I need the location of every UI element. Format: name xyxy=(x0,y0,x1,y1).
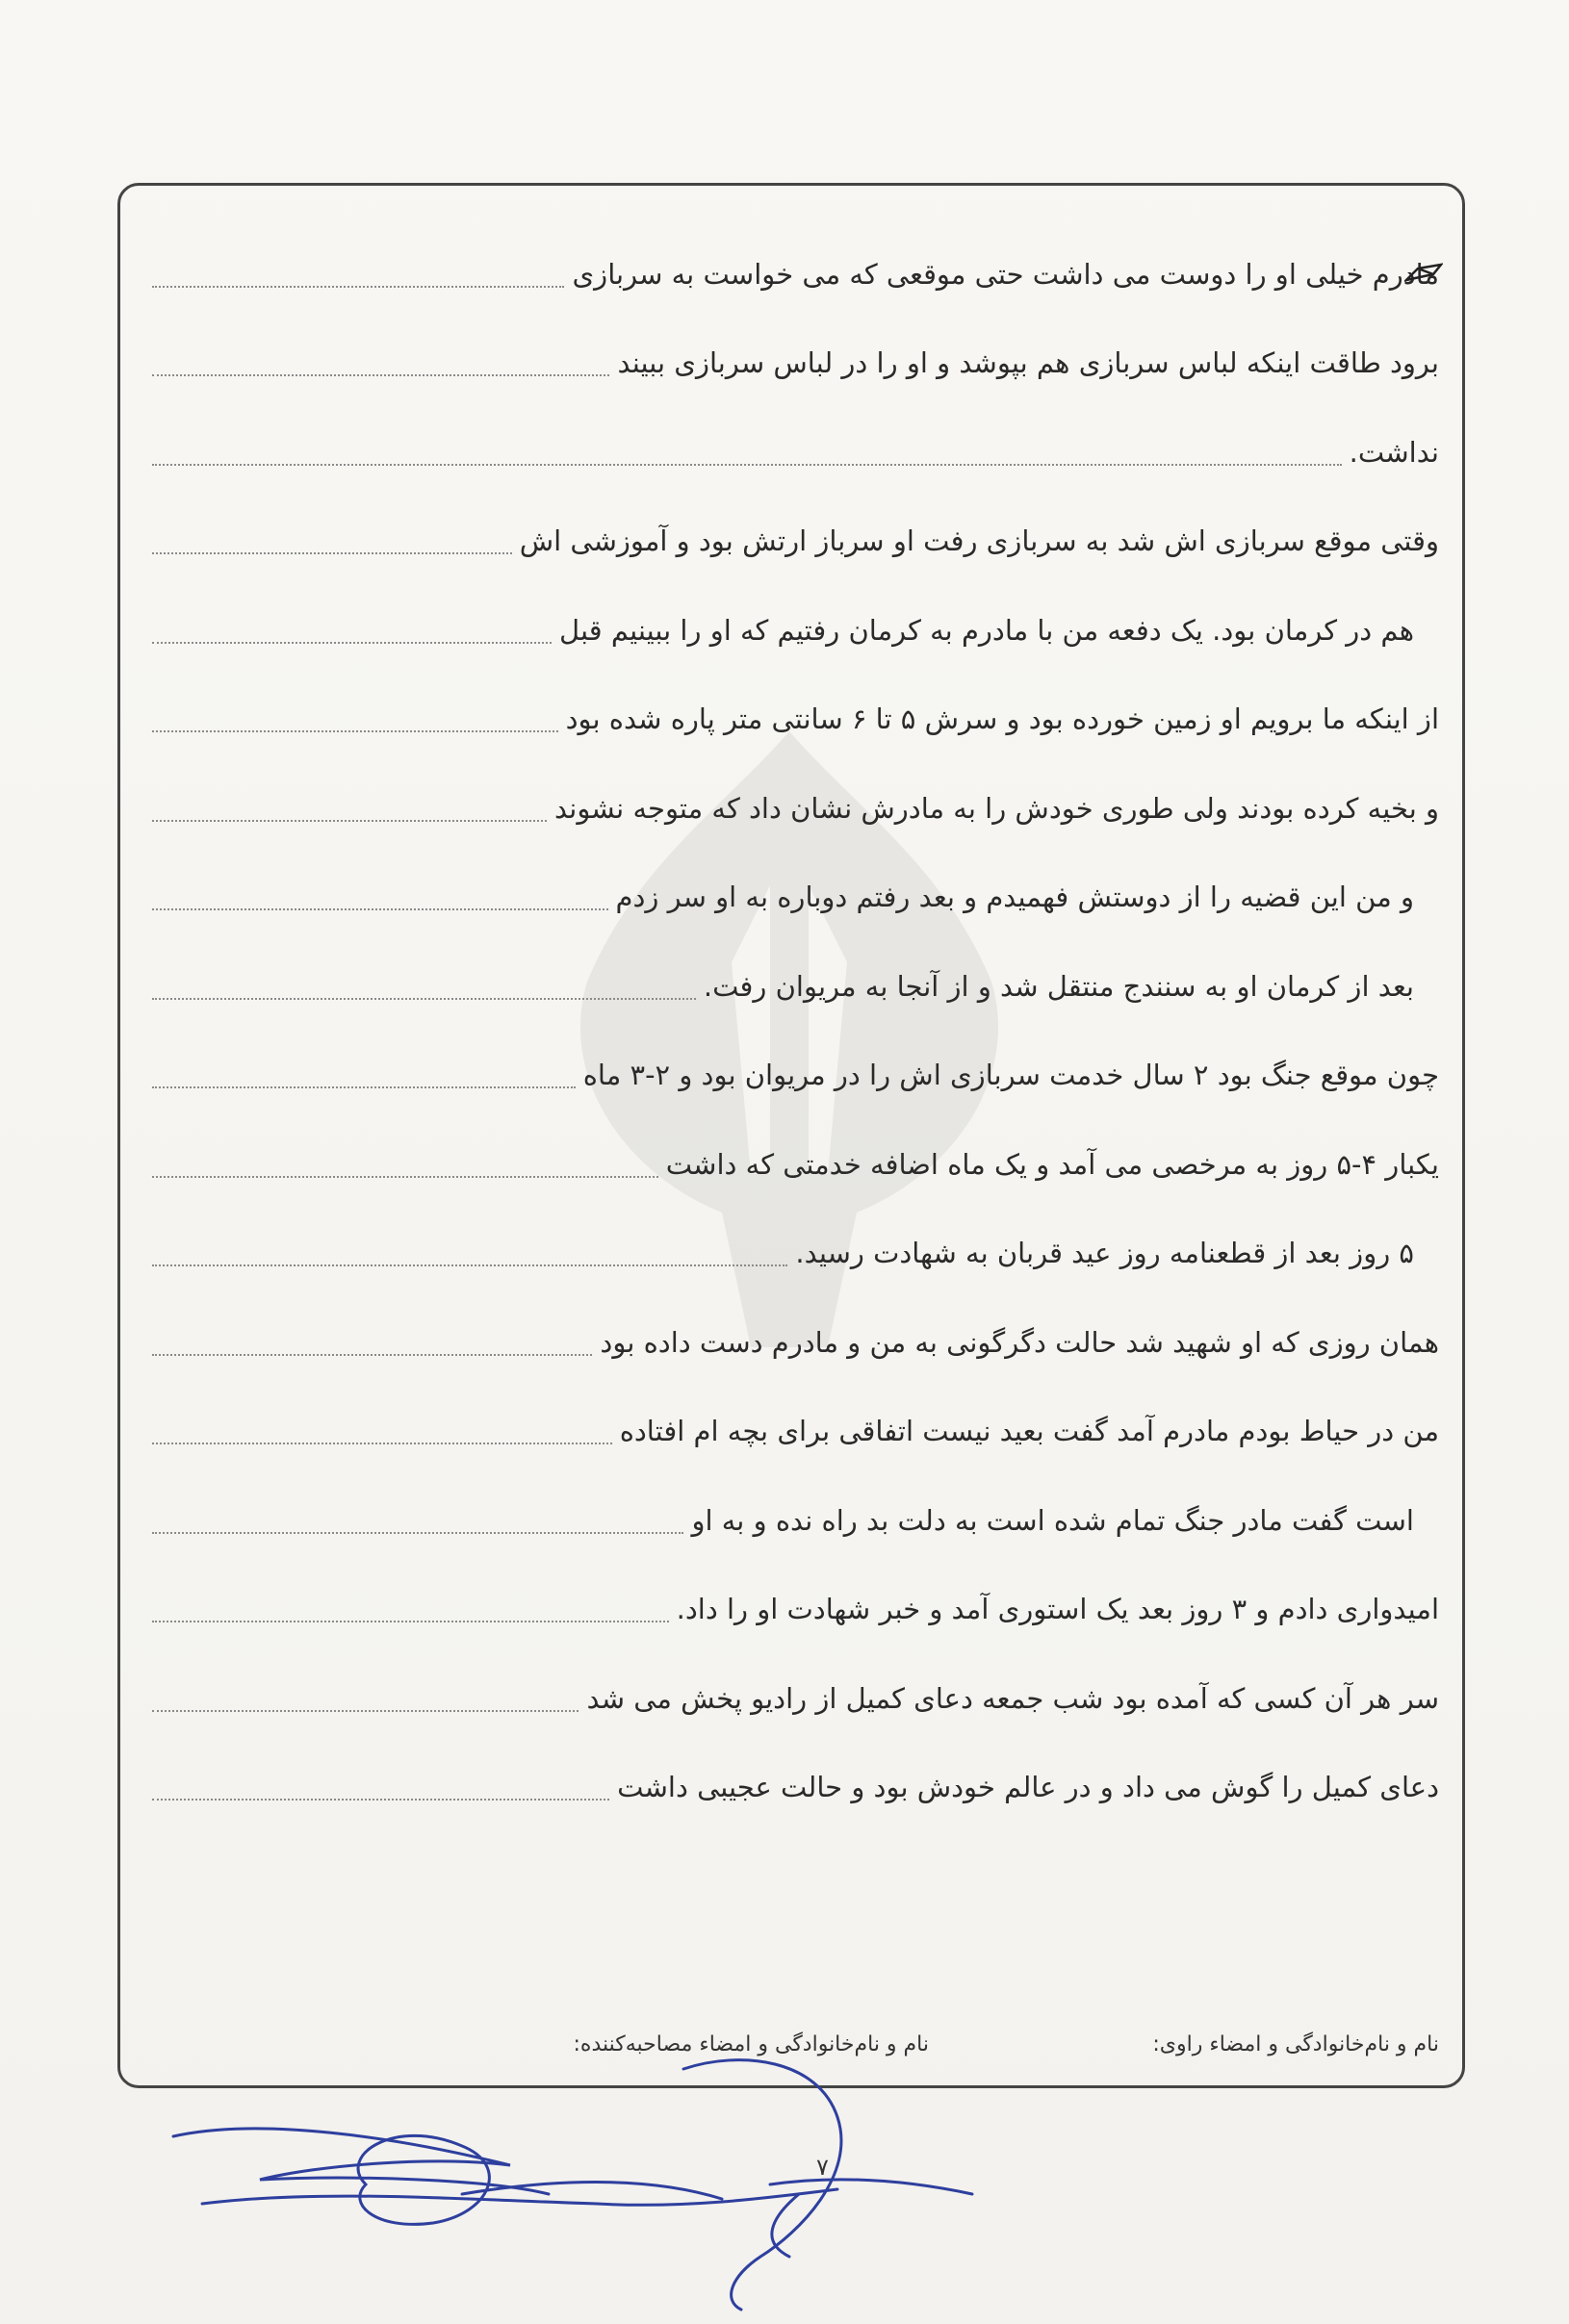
dotted-ruling-line xyxy=(152,1700,579,1712)
text-line-content: من در حیاط بودم مادرم آمد گفت بعید نیست اتفاقی برای بچه ام افتاده xyxy=(619,1415,1439,1447)
text-line-content: همان روزی که او شهید شد حالت دگرگونی به من و مادرم دست داده بود xyxy=(600,1325,1439,1359)
text-line-content: مادرم خیلی او را دوست می داشت حتی موقعی که می خواست به سربازی xyxy=(572,257,1439,291)
text-line xyxy=(144,1280,1439,1369)
dotted-ruling-line xyxy=(152,1433,612,1444)
dotted-ruling-line xyxy=(152,1611,669,1622)
text-line xyxy=(144,1191,1439,1281)
text-line xyxy=(144,657,1439,747)
text-line-content: یکبار ۴-۵ روز به مرخصی می آمد و یک ماه اضافه خدمتی که داشت xyxy=(665,1147,1439,1181)
text-line-content: برود طاقت اینکه لباس سربازی هم بپوشد و او را در لباس سربازی ببیند xyxy=(617,346,1439,379)
text-line-content: امیدواری دادم و ۳ روز بعد یک استوری آمد و خبر شهادت او را داد. xyxy=(676,1593,1439,1625)
dotted-ruling-line xyxy=(152,1077,576,1088)
text-line xyxy=(144,1013,1439,1103)
text-line-content: بعد از کرمان او به سنندج منتقل شد و از آنجا به مریوان رفت. xyxy=(703,969,1414,1003)
handwritten-text-block xyxy=(144,212,1439,1814)
dotted-ruling-line xyxy=(152,1166,658,1178)
text-line-content: ۵ روز بعد از قطعنامه روز عید قربان به شهادت رسید. xyxy=(795,1237,1414,1269)
text-line-content: هم در کرمان بود. یک دفعه من با مادرم به کرمان رفتیم که او را ببینیم قبل xyxy=(559,613,1414,647)
dotted-ruling-line xyxy=(152,988,696,1000)
text-line-content: دعای کمیل را گوش می داد و در عالم خودش بود و حالت عجیبی داشت xyxy=(617,1771,1439,1803)
text-line xyxy=(144,1636,1439,1725)
text-line-content: چون موقع جنگ بود ۲ سال خدمت سربازی اش را در مریوان بود و ۲-۳ ماه xyxy=(582,1059,1439,1091)
dotted-ruling-line xyxy=(152,1255,787,1266)
dotted-ruling-line xyxy=(152,1789,609,1800)
text-line xyxy=(144,301,1439,391)
text-line xyxy=(144,1725,1439,1815)
text-line xyxy=(144,479,1439,569)
text-line-content: نداشت. xyxy=(1349,435,1439,469)
text-line xyxy=(144,568,1439,657)
text-line xyxy=(144,1369,1439,1459)
dotted-ruling-line xyxy=(152,365,609,376)
dotted-ruling-line xyxy=(152,543,512,554)
dotted-ruling-line xyxy=(152,276,564,288)
text-line xyxy=(144,1458,1439,1547)
dotted-ruling-line xyxy=(152,454,1342,466)
text-line xyxy=(144,746,1439,835)
text-line xyxy=(144,212,1439,301)
dotted-ruling-line xyxy=(152,1522,683,1534)
text-line xyxy=(144,835,1439,925)
dotted-ruling-line xyxy=(152,1344,592,1356)
signature-icon xyxy=(144,2011,1011,2319)
text-line-content: وقتی موقع سربازی اش شد به سربازی رفت او سرباز ارتش بود و آموزشی اش xyxy=(519,524,1439,557)
text-line xyxy=(144,924,1439,1013)
text-line-content: و من این قضیه را از دوستش فهمیدم و بعد رفتم دوباره به او سر زدم xyxy=(615,881,1414,913)
dotted-ruling-line xyxy=(152,721,558,732)
dotted-ruling-line xyxy=(152,810,547,822)
pen-icon xyxy=(1404,261,1443,284)
text-line-content: سر هر آن کسی که آمده بود شب جمعه دعای کمیل از رادیو پخش می شد xyxy=(586,1681,1439,1715)
text-line xyxy=(144,1102,1439,1191)
page-number: ۷ xyxy=(816,2154,829,2181)
dotted-ruling-line xyxy=(152,899,608,910)
text-line xyxy=(144,390,1439,479)
text-line xyxy=(144,1547,1439,1637)
text-line-content: از اینکه ما برویم او زمین خورده بود و سرش ۵ تا ۶ سانتی متر پاره شده بود xyxy=(565,702,1439,735)
narrator-signature-label: نام و نام‌خانوادگی و امضاء راوی: xyxy=(1152,2032,1439,2056)
interviewer-signature-label: نام و نام‌خانوادگی و امضاء مصاحبه‌کننده: xyxy=(573,2032,929,2056)
dotted-ruling-line xyxy=(152,632,552,644)
text-line-content: و بخیه کرده بودند ولی طوری خودش را به مادرش نشان داد که متوجه نشوند xyxy=(554,791,1439,825)
text-line-content: است گفت مادر جنگ تمام شده است به دلت بد راه نده و به او xyxy=(691,1503,1414,1537)
